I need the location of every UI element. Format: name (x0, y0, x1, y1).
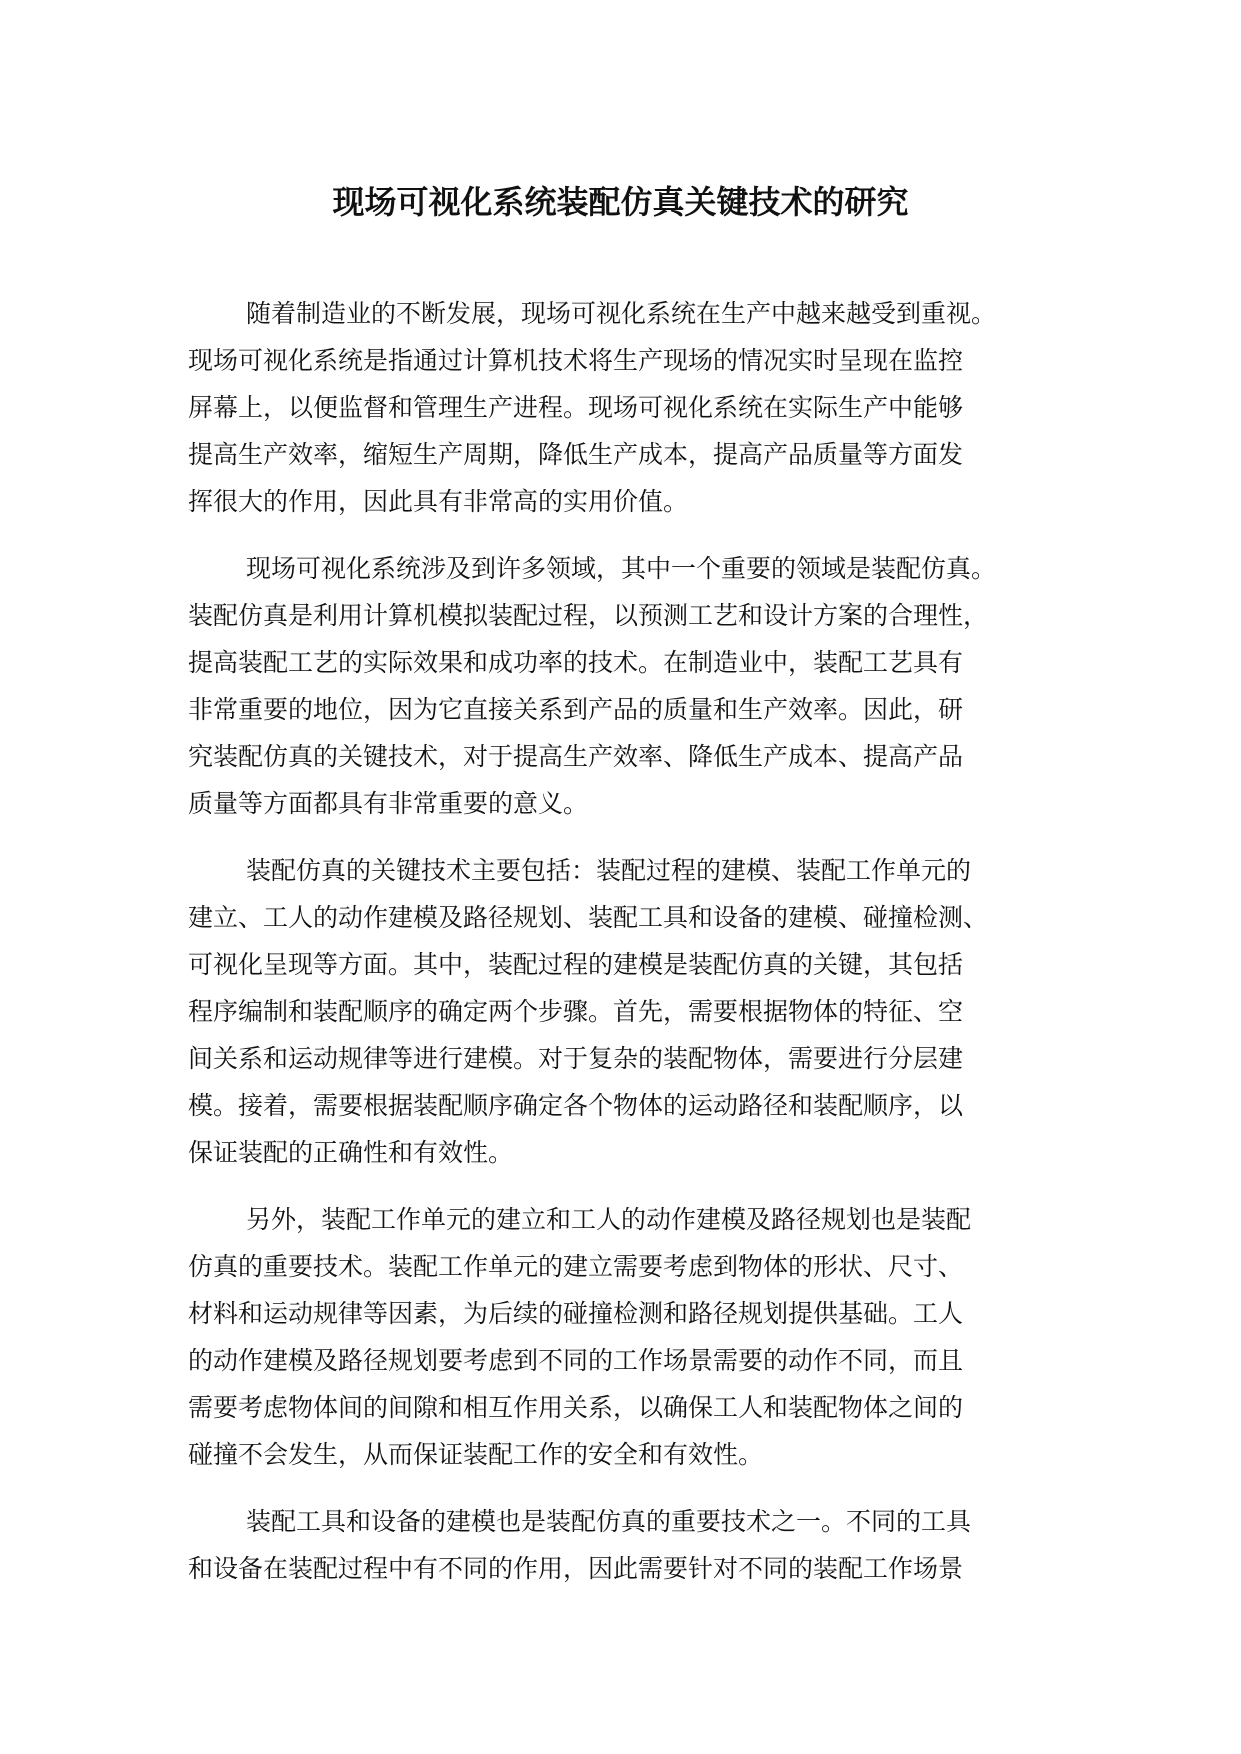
paragraph-line: 和设备在装配过程中有不同的作用，因此需要针对不同的装配工作场景 (188, 1554, 964, 1583)
paragraph-line: 建立、工人的动作建模及路径规划、装配工具和设备的建模、碰撞检测、 (188, 903, 989, 932)
paragraph-line: 材料和运动规律等因素，为后续的碰撞检测和路径规划提供基础。工人 (188, 1299, 964, 1328)
paragraph-line: 间关系和运动规律等进行建模。对于复杂的装配物体，需要进行分层建 (188, 1044, 964, 1073)
paragraph-line: 提高生产效率，缩短生产周期，降低生产成本，提高产品质量等方面发 (188, 440, 964, 469)
paragraph-line: 质量等方面都具有非常重要的意义。 (188, 789, 589, 818)
paragraph-line: 非常重要的地位，因为它直接关系到产品的质量和生产效率。因此，研 (188, 695, 964, 724)
paragraph-line: 程序编制和装配顺序的确定两个步骤。首先，需要根据物体的特征、空 (188, 997, 964, 1026)
paragraph-line: 仿真的重要技术。装配工作单元的建立需要考虑到物体的形状、尺寸、 (188, 1252, 964, 1281)
paragraph-line: 碰撞不会发生，从而保证装配工作的安全和有效性。 (188, 1440, 764, 1469)
paragraph-line: 随着制造业的不断发展，现场可视化系统在生产中越来越受到重视。 (246, 299, 997, 328)
paragraph-line: 装配仿真的关键技术主要包括：装配过程的建模、装配工作单元的 (246, 856, 972, 885)
paragraph-line: 另外，装配工作单元的建立和工人的动作建模及路径规划也是装配 (246, 1205, 972, 1234)
paragraph-line: 保证装配的正确性和有效性。 (188, 1138, 514, 1167)
document-body (188, 290, 1064, 1612)
paragraph-line: 装配工具和设备的建模也是装配仿真的重要技术之一。不同的工具 (246, 1507, 972, 1536)
paragraph-line: 提高装配工艺的实际效果和成功率的技术。在制造业中，装配工艺具有 (188, 648, 964, 677)
paragraph-line: 挥很大的作用，因此具有非常高的实用价值。 (188, 487, 689, 516)
document-title: 现场可视化系统装配仿真关键技术的研究 (332, 183, 909, 221)
paragraph-line: 屏幕上，以便监督和管理生产进程。现场可视化系统在实际生产中能够 (188, 393, 964, 422)
paragraph-line: 的动作建模及路径规划要考虑到不同的工作场景需要的动作不同，而且 (188, 1346, 964, 1375)
paragraph-4 (188, 1196, 1064, 1478)
paragraph-line: 可视化呈现等方面。其中，装配过程的建模是装配仿真的关键，其包括 (188, 950, 964, 979)
paragraph-1 (188, 290, 1064, 525)
paragraph-2 (188, 545, 1064, 827)
paragraph-3 (188, 847, 1064, 1176)
paragraph-line: 究装配仿真的关键技术，对于提高生产效率、降低生产成本、提高产品 (188, 742, 964, 771)
paragraph-line: 需要考虑物体间的间隙和相互作用关系，以确保工人和装配物体之间的 (188, 1393, 964, 1422)
paragraph-line: 现场可视化系统是指通过计算机技术将生产现场的情况实时呈现在监控 (188, 346, 964, 375)
paragraph-line: 模。接着，需要根据装配顺序确定各个物体的运动路径和装配顺序，以 (188, 1091, 964, 1120)
paragraph-line: 装配仿真是利用计算机模拟装配过程，以预测工艺和设计方案的合理性， (188, 601, 989, 630)
paragraph-5 (188, 1498, 1064, 1592)
paragraph-line: 现场可视化系统涉及到许多领域，其中一个重要的领域是装配仿真。 (246, 554, 997, 583)
